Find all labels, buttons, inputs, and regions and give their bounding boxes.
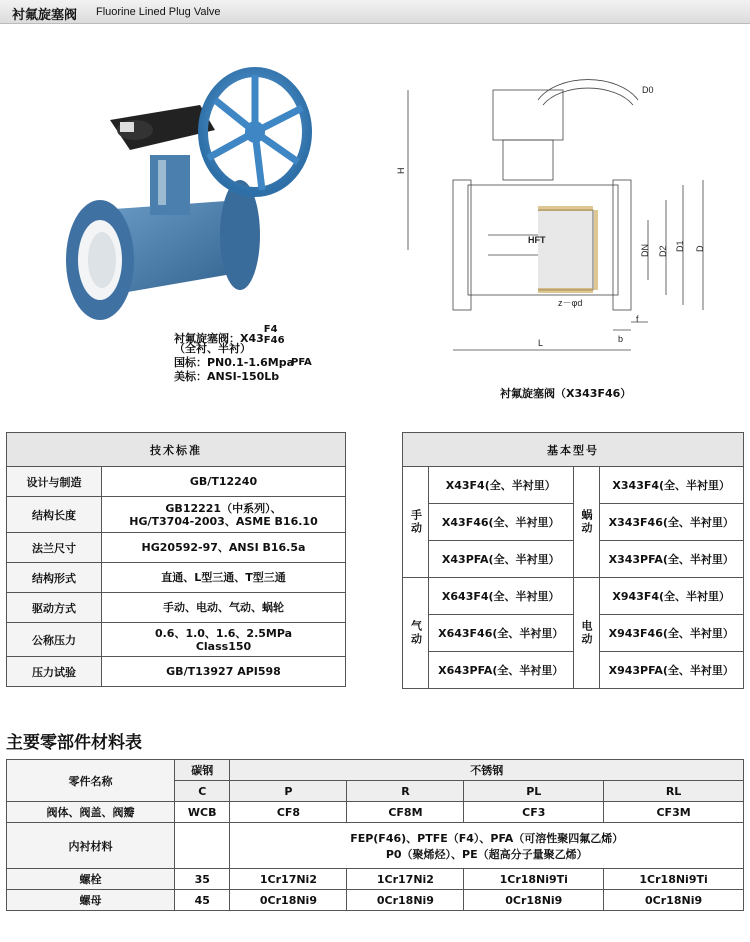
- caption-line4: 美标：ANSI-150Lb: [174, 370, 280, 383]
- material-cell: CF3: [464, 802, 604, 823]
- title-cn: 衬氟旋塞阀: [12, 8, 78, 23]
- tech-value: [102, 623, 346, 657]
- label-hft: HFT: [528, 235, 546, 245]
- tech-value: HG20592-97、ANSI B16.5a: [102, 533, 346, 563]
- model-table-title: 基本型号: [403, 433, 744, 467]
- part-name-header: 零件名称: [7, 760, 175, 802]
- model-cell: X43F46(全、半衬里）: [429, 504, 574, 541]
- caption-sup2: F46: [263, 335, 285, 346]
- material-cell: 0Cr18Ni9: [347, 890, 464, 911]
- tech-label: 结构形式: [7, 563, 102, 593]
- code-cell: R: [347, 781, 464, 802]
- material-cell: 0Cr18Ni9: [604, 890, 744, 911]
- model-table: [402, 432, 744, 689]
- label-zd: z－φd: [558, 298, 583, 308]
- tech-value: GB/T13927 API598: [102, 657, 346, 687]
- tech-value: GB/T12240: [102, 467, 346, 497]
- materials-title: 主要零部件材料表: [6, 733, 142, 753]
- tech-label: 设计与制造: [7, 467, 102, 497]
- model-cell: X643PFA(全、半衬里）: [429, 652, 574, 689]
- material-cell: CF3M: [604, 802, 744, 823]
- caption-line1: 衬氟旋塞阀：X43: [174, 332, 264, 345]
- material-cell: 1Cr17Ni2: [230, 869, 347, 890]
- material-cell: CF8M: [347, 802, 464, 823]
- materials-table: [6, 759, 744, 911]
- model-cell: X943PFA(全、半衬里）: [599, 652, 744, 689]
- title-bar: [0, 0, 750, 24]
- label-d0: D0: [642, 85, 654, 95]
- material-cell: CF8: [230, 802, 347, 823]
- caption-line3: 国标：PN0.1-1.6Mpa: [174, 356, 295, 369]
- model-cell: X343PFA(全、半衬里）: [599, 541, 744, 578]
- model-group-label: 蜗动: [573, 467, 599, 578]
- caption-pfa: PFA: [291, 357, 312, 368]
- model-cell: X643F46(全、半衬里）: [429, 615, 574, 652]
- title-en: Fluorine Lined Plug Valve: [96, 6, 221, 18]
- lining-line1: FEP(F46)、PTFE（F4）、PFA（可溶性聚四氟乙烯）: [350, 831, 624, 845]
- tech-value: 直通、L型三通、T型三通: [102, 563, 346, 593]
- model-group-label: 手动: [403, 467, 429, 578]
- model-group-label: 电动: [573, 578, 599, 689]
- model-cell: X943F4(全、半衬里）: [599, 578, 744, 615]
- material-cell: 1Cr18Ni9Ti: [464, 869, 604, 890]
- tech-label: 公称压力: [7, 623, 102, 657]
- drawing-caption: 衬氟旋塞阀（X343F46）: [500, 387, 632, 400]
- model-cell: X343F4(全、半衬里）: [599, 467, 744, 504]
- tech-value-line1: GB12221（中系列）、: [165, 501, 282, 515]
- model-cell: X43PFA(全、半衬里）: [429, 541, 574, 578]
- tech-standards-table: [6, 432, 346, 687]
- code-cell: PL: [464, 781, 604, 802]
- tech-table-title: 技术标准: [7, 433, 346, 467]
- code-cell: P: [230, 781, 347, 802]
- material-cell: 1Cr17Ni2: [347, 869, 464, 890]
- caption-subscripts: [263, 324, 304, 346]
- model-cell: X343F46(全、半衬里）: [599, 504, 744, 541]
- tech-value: 手动、电动、气动、蜗轮: [102, 593, 346, 623]
- part-name: 螺母: [7, 890, 175, 911]
- label-d1: D1: [675, 240, 685, 252]
- label-d2: D2: [658, 245, 668, 257]
- label-l: L: [538, 338, 544, 348]
- part-name: 内衬材料: [7, 823, 175, 869]
- label-d: D: [695, 245, 705, 252]
- model-cell: X43F4(全、半衬里）: [429, 467, 574, 504]
- material-cell: 1Cr18Ni9Ti: [604, 869, 744, 890]
- carbon-steel-header: 碳钢: [175, 760, 230, 781]
- tech-value-line2: Class150: [195, 639, 252, 653]
- photo-caption: [174, 324, 312, 384]
- part-name: 螺栓: [7, 869, 175, 890]
- valve-photo: [40, 60, 320, 330]
- valve-drawing: [398, 60, 728, 370]
- label-h: H: [396, 167, 406, 174]
- material-cell: 0Cr18Ni9: [230, 890, 347, 911]
- code-cell: RL: [604, 781, 744, 802]
- label-dn: DN: [640, 244, 650, 257]
- tech-label: 法兰尺寸: [7, 533, 102, 563]
- model-cell: X643F4(全、半衬里）: [429, 578, 574, 615]
- material-cell: 0Cr18Ni9: [464, 890, 604, 911]
- tech-value: [102, 497, 346, 533]
- caption-line2: （全衬、半衬）: [174, 342, 251, 355]
- stainless-steel-header: 不锈钢: [230, 760, 744, 781]
- model-group-label: 气动: [403, 578, 429, 689]
- tech-label: 压力试验: [7, 657, 102, 687]
- model-cell: X943F46(全、半衬里）: [599, 615, 744, 652]
- material-cell: WCB: [175, 802, 230, 823]
- caption-sup1: F4: [263, 324, 278, 335]
- tech-label: 结构长度: [7, 497, 102, 533]
- material-cell: 45: [175, 890, 230, 911]
- tech-value-line2: HG/T3704-2003、ASME B16.10: [129, 514, 318, 528]
- code-cell: C: [175, 781, 230, 802]
- material-cell: [175, 823, 230, 869]
- label-b: b: [618, 334, 624, 344]
- lining-materials: [230, 823, 744, 869]
- material-cell: 35: [175, 869, 230, 890]
- tech-value-line1: 0.6、1.0、1.6、2.5MPa: [154, 626, 293, 640]
- part-name: 阀体、阀盖、阀瓣: [7, 802, 175, 823]
- tech-label: 驱动方式: [7, 593, 102, 623]
- lining-line2: P0（聚烯烃）、PE（超高分子量聚乙烯）: [385, 847, 588, 861]
- label-f: f: [636, 314, 639, 324]
